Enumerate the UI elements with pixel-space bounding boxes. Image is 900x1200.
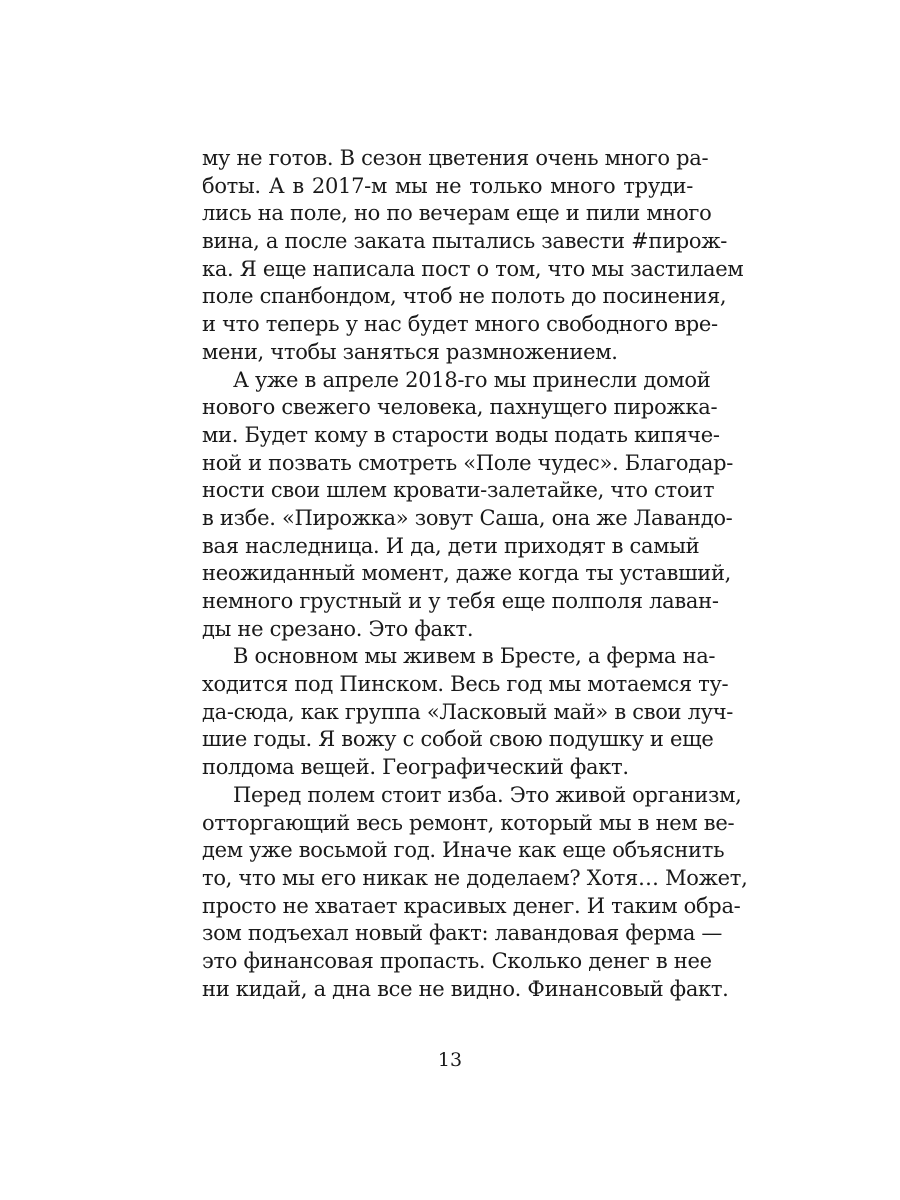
- paragraph: [202, 782, 748, 1004]
- text-line: просто не хватает красивых денег. И таким обра-: [202, 893, 741, 918]
- page-number: 13: [437, 1049, 463, 1071]
- text-line: ни кидай, а дна все не видно. Финансовый факт.: [202, 976, 729, 1001]
- text-line: отторгающий весь ремонт, который мы в нем ве-: [202, 810, 735, 835]
- text-line: вая наследница. И да, дети приходят в самый: [202, 533, 700, 558]
- text-line: то, что мы его никак не доделаем? Хотя… Может,: [202, 865, 748, 890]
- text-line: ходится под Пинском. Весь год мы мотаемся ту-: [202, 672, 729, 697]
- text-line: в избе. «Пирожка» зовут Саша, она же Лавандо-: [202, 505, 733, 530]
- text-line: немного грустный и у тебя еще полполя лаван-: [202, 589, 719, 613]
- text-line: зом подъехал новый факт: лавандовая ферма —: [202, 921, 723, 946]
- paragraph: [202, 643, 734, 781]
- text-line: А уже в апреле 2018-го мы принесли домой: [233, 367, 711, 392]
- text-line: нового свежего человека, пахнущего пирожка-: [202, 395, 718, 420]
- text-line: шие годы. Я вожу с собой свою подушку и еще: [202, 727, 714, 752]
- text-line: неожиданный момент, даже когда ты уставший,: [202, 561, 732, 586]
- text-line: ной и позвать смотреть «Поле чудес». Благодар-: [202, 450, 734, 475]
- paragraph: [202, 367, 734, 644]
- text-line: му не готов. В сезон цветения очень много ра-: [202, 146, 709, 170]
- text-line: это финансовая пропасть. Сколько денег в нее: [202, 948, 712, 973]
- text-line: и что теперь у нас будет много свободного вре-: [202, 312, 718, 337]
- text-line: да-сюда, как группа «Ласковый май» в свои луч-: [202, 699, 734, 724]
- page-body-text: [202, 145, 748, 1003]
- text-line: мени, чтобы заняться размножением.: [202, 339, 618, 364]
- paragraph: [202, 145, 744, 367]
- text-line: лись на поле, но по вечерам еще и пили много: [202, 201, 712, 226]
- text-line: дем уже восьмой год. Иначе как еще объяснить: [202, 838, 725, 863]
- text-line: поле спанбондом, чтоб не полоть до посинения,: [202, 284, 727, 309]
- text-line: вина, а после заката пытались завести #пирож-: [202, 229, 728, 254]
- text-line: В основном мы живем в Бресте, а ферма на-: [233, 644, 716, 669]
- text-line: ми. Будет кому в старости воды подать кипяче-: [202, 422, 720, 447]
- text-line: Перед полем стоит изба. Это живой организм,: [233, 782, 742, 807]
- text-line: ности свои шлем кровати-залетайке, что стоит: [202, 478, 715, 503]
- text-line: боты. А в 2017-м мы не только много труди-: [202, 173, 693, 198]
- text-line: ка. Я еще написала пост о том, что мы застилаем: [202, 256, 744, 281]
- text-line: полдома вещей. Географический факт.: [202, 755, 629, 780]
- text-line: ды не срезано. Это факт.: [202, 616, 474, 641]
